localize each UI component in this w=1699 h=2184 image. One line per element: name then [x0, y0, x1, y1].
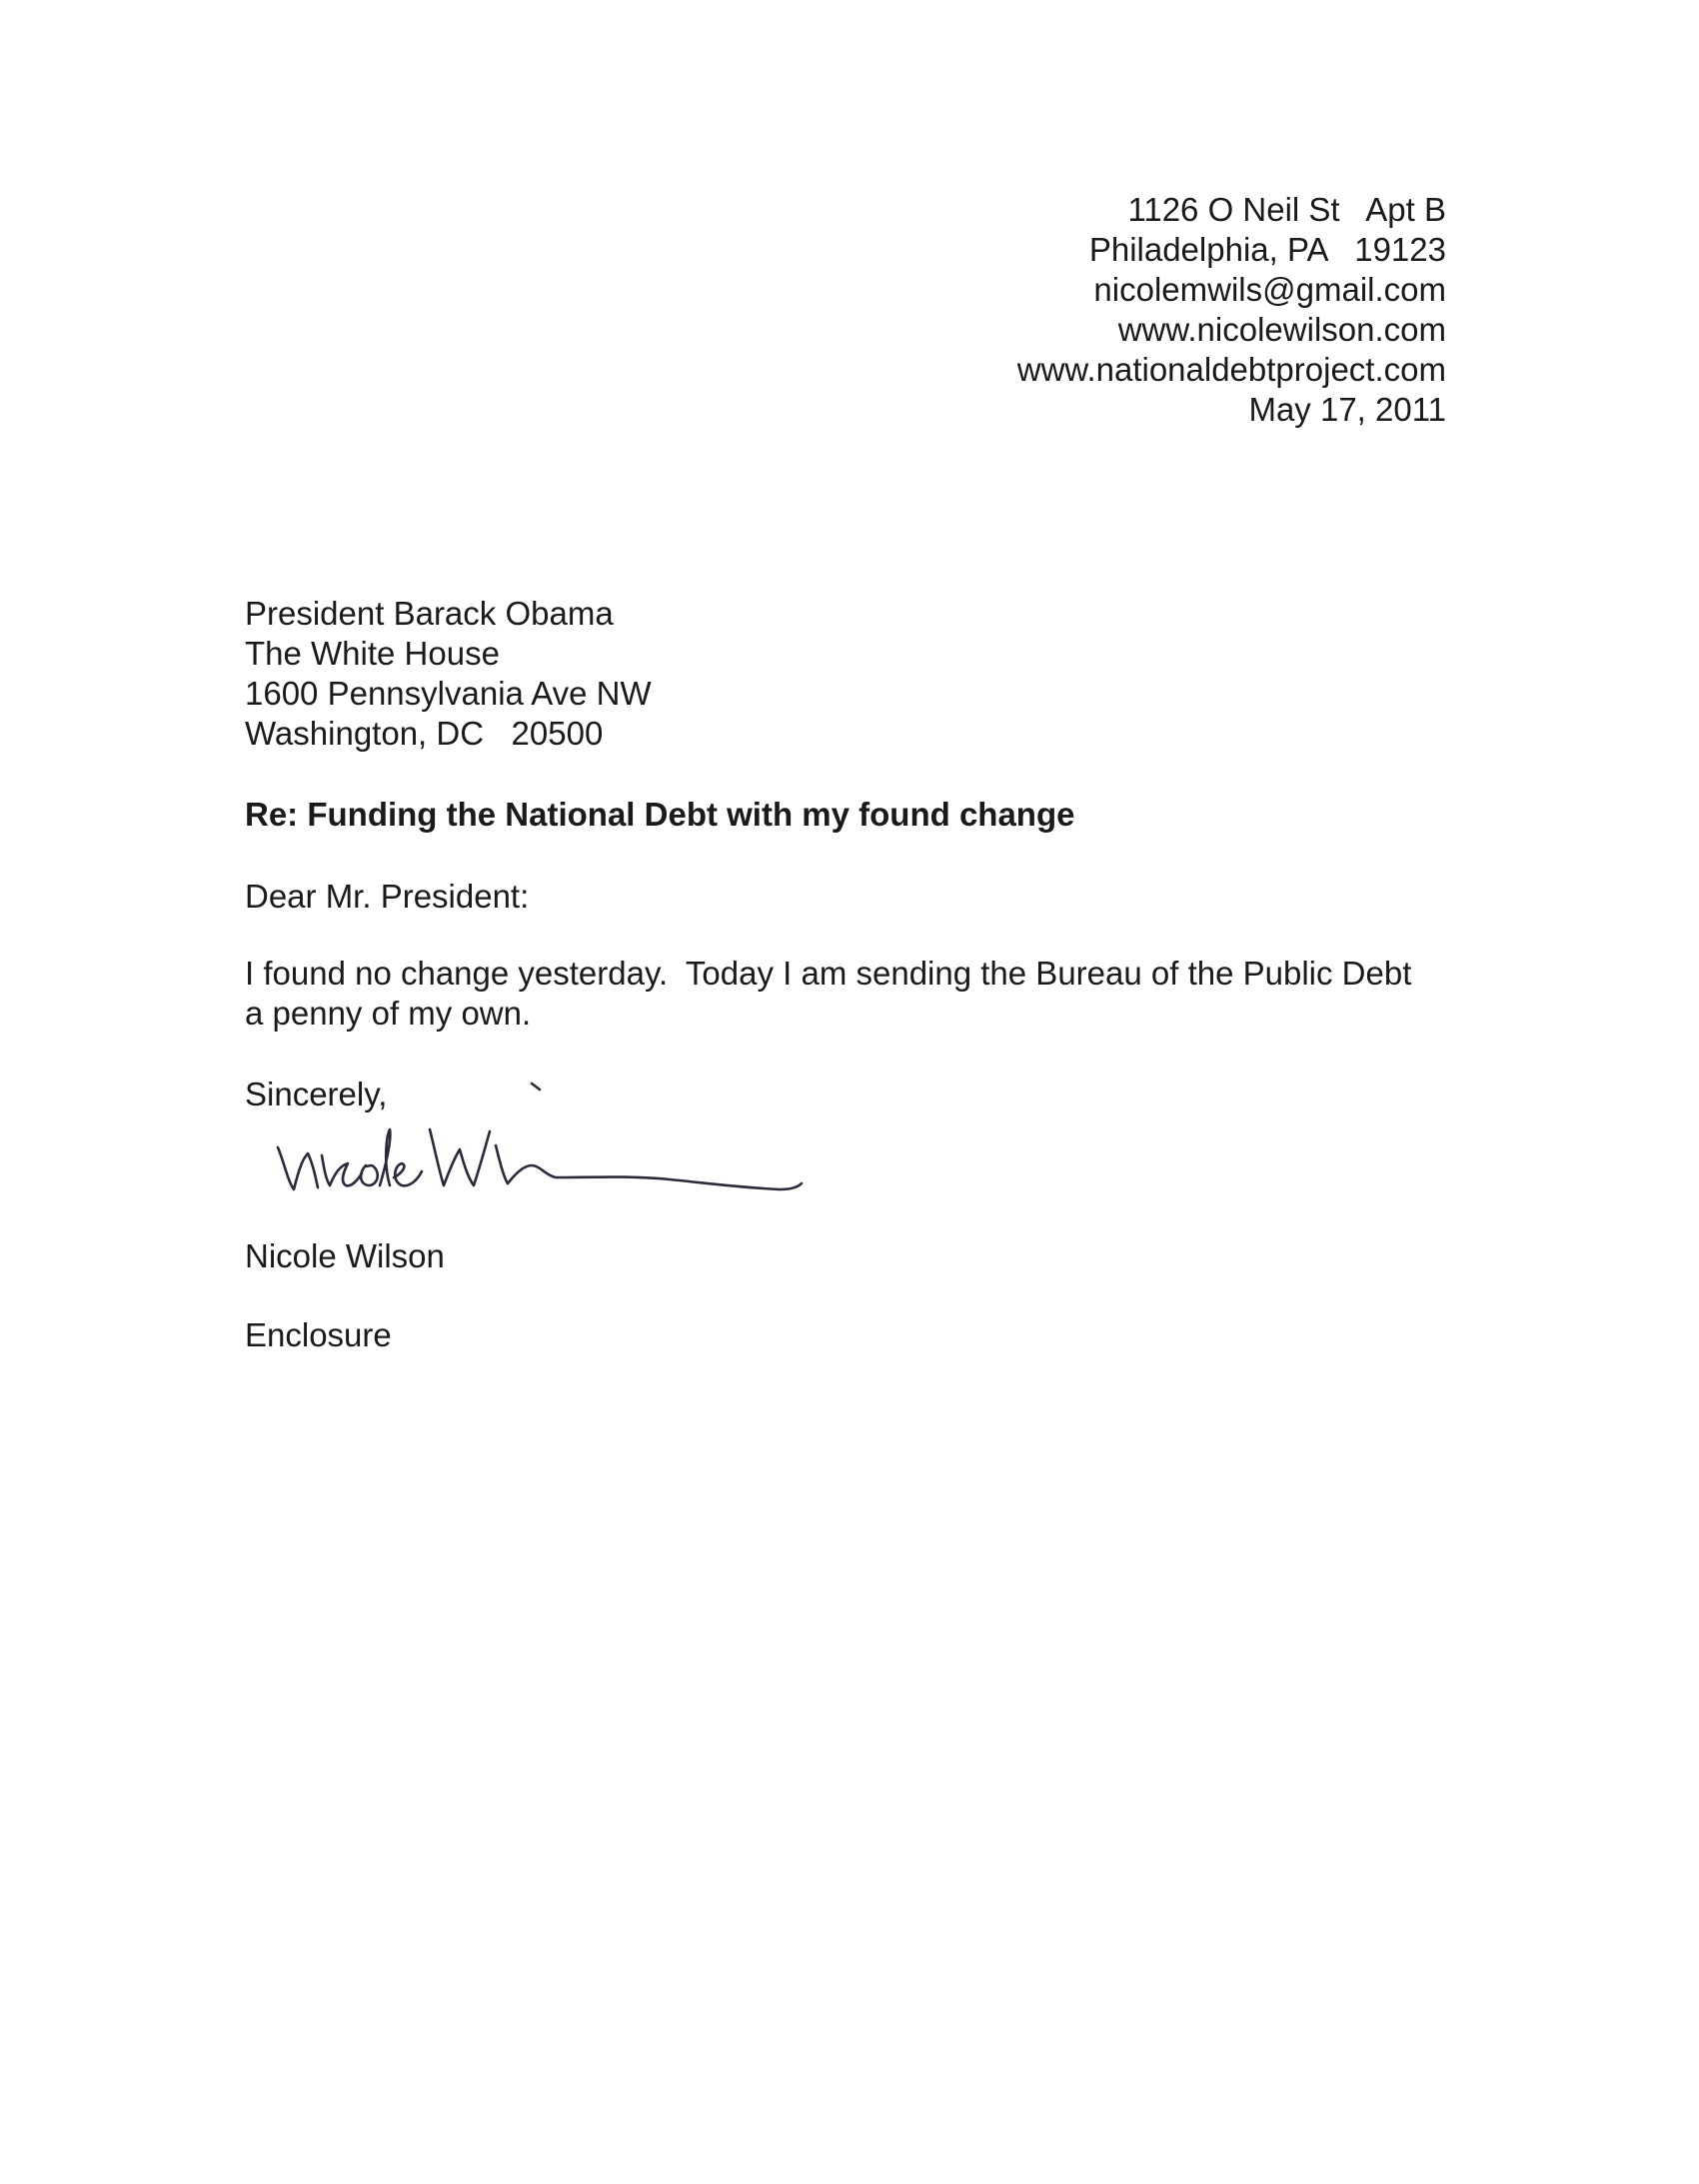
- recipient-address-block: [245, 594, 652, 754]
- letter-body: [245, 954, 1464, 1034]
- sender-city: Philadelphia, PA 19123: [1088, 231, 1446, 268]
- sender-project-website: www.nationaldebtproject.com: [1016, 351, 1446, 388]
- closing: Sincerely,: [245, 1076, 388, 1112]
- recipient-street: 1600 Pennsylvania Ave NW: [245, 675, 652, 712]
- letter-date: May 17, 2011: [1248, 391, 1446, 428]
- body-line-2: a penny of my own.: [245, 995, 532, 1032]
- recipient-name: President Barack Obama: [245, 595, 614, 632]
- sender-address-block: [1017, 190, 1446, 430]
- signatory-name: Nicole Wilson: [245, 1237, 445, 1274]
- body-line-1: I found no change yesterday. Today I am sending the Bureau of the Public Debt: [245, 955, 1412, 992]
- salutation: Dear Mr. President:: [245, 878, 530, 915]
- sender-website: www.nicolewilson.com: [1117, 311, 1446, 348]
- sender-street: 1126 O Neil St Apt B: [1127, 191, 1446, 228]
- sender-email: nicolemwils@gmail.com: [1093, 271, 1446, 308]
- recipient-org: The White House: [245, 635, 500, 672]
- subject-line: Re: Funding the National Debt with my found change: [245, 796, 1075, 833]
- recipient-city: Washington, DC 20500: [245, 715, 604, 752]
- enclosure-note: Enclosure: [245, 1316, 392, 1353]
- handwritten-signature: [270, 1070, 810, 1219]
